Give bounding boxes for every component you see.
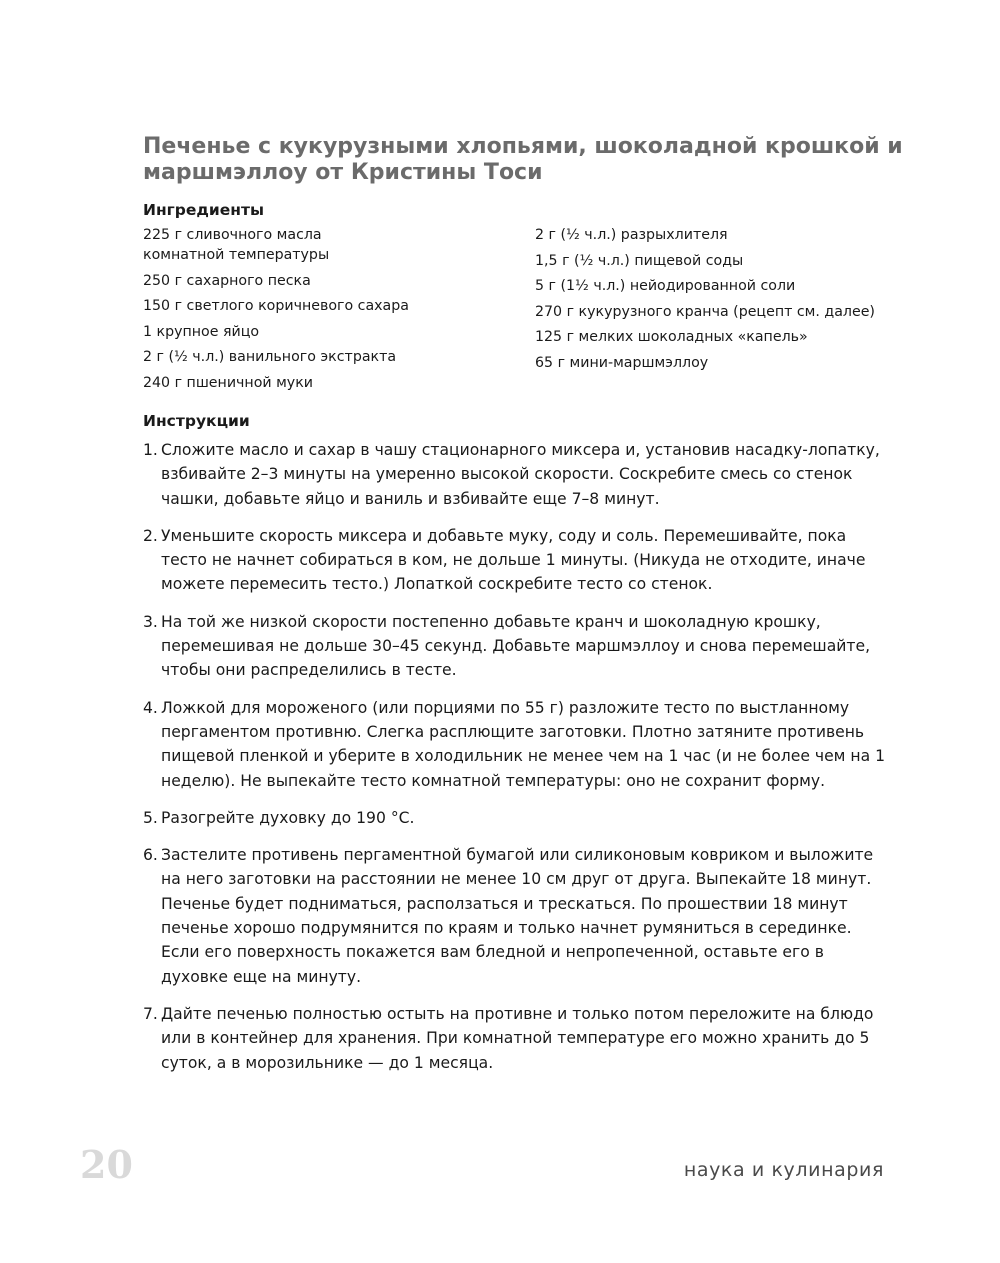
step-text: Разогрейте духовку до 190 °C. bbox=[161, 808, 415, 827]
step-text: Застелите противень пергаментной бумагой или силиконовым ковриком и выложите на него заготовки на расстоянии не менее 10 см друг от друга. Выпекайте 18 минут. Печенье будет подниматься, расползаться и трескаться. По прошествии 18 минут печенье хорошо подрумянится по краям и только начнет румяниться в серединке. Если его поверхность покажется вам бледной и непропеченной, оставьте его в духовке еще на минуту. bbox=[161, 846, 874, 986]
ingredient-item: 240 г пшеничной муки bbox=[143, 374, 313, 391]
ingredient-item: 150 г светлого коричневого сахара bbox=[143, 298, 409, 315]
step-text: На той же низкой скорости постепенно добавьте кранч и шоколадную крошку, перемешивая не дольше 30–45 секунд. Добавьте маршмэллоу и снова перемешайте, чтобы они распределились в тесте. bbox=[161, 612, 871, 680]
page-number: 20 bbox=[80, 1142, 133, 1187]
ingredients-list-left bbox=[143, 225, 483, 399]
ingredient-item: 5 г (1½ ч.л.) нейодированной соли bbox=[535, 278, 796, 295]
ingredient-item: 2 г (½ ч.л.) разрыхлителя bbox=[535, 227, 728, 243]
step-number: 5. bbox=[143, 808, 158, 827]
step-text: Дайте печенью полностью остыть на противне и только потом переложите на блюдо или в контейнер для хранения. При комнатной температуре его можно хранить до 5 суток, а в морозильнике — до 1 месяца. bbox=[161, 1004, 874, 1072]
ingredient-item: 1 крупное яйцо bbox=[143, 323, 260, 340]
step-number: 2. bbox=[143, 526, 158, 545]
instruction-step bbox=[143, 438, 888, 511]
instruction-step bbox=[143, 806, 888, 830]
ingredient-item: 125 г мелких шоколадных «капель» bbox=[535, 329, 808, 346]
step-number: 1. bbox=[143, 441, 158, 459]
recipe-title: Печенье с кукурузными хлопьями, шоколадной крошкой и маршмэллоу от Кристины Тоси bbox=[143, 134, 903, 185]
ingredient-item: 250 г сахарного песка bbox=[143, 272, 311, 289]
instruction-step bbox=[143, 843, 888, 989]
instruction-step bbox=[143, 696, 888, 793]
step-number: 7. bbox=[143, 1004, 158, 1023]
ingredients-list-right bbox=[535, 225, 895, 379]
step-text: Ложкой для мороженого (или порциями по 55 г) разложите тесто по выстланному пергаментом противню. Слегка расплющите заготовки. Плотно затяните противень пищевой пленкой и уберите в холодильник не менее чем на 1 час (и не более чем на 1 неделю). Не выпекайте тесто комнатной температуры: оно не сохранит форму. bbox=[161, 698, 886, 790]
ingredient-item: 225 г сливочного масла комнатной температуры bbox=[143, 227, 330, 263]
ingredient-item: 65 г мини-маршмэллоу bbox=[535, 354, 709, 371]
running-footer-title: наука и кулинария bbox=[683, 1159, 884, 1181]
instruction-step bbox=[143, 524, 888, 597]
instruction-step bbox=[143, 610, 888, 683]
ingredients-heading: Ингредиенты bbox=[143, 201, 264, 219]
step-number: 3. bbox=[143, 612, 158, 631]
step-text: Сложите масло и сахар в чашу стационарного миксера и, установив насадку-лопатку, взбивайте 2–3 минуты на умеренно высокой скорости. Соскребите смесь со стенок чашки, добавьте яйцо и ваниль и взбивайте еще 7–8 минут. bbox=[161, 441, 880, 508]
step-text: Уменьшите скорость миксера и добавьте муку, соду и соль. Перемешивайте, пока тесто не начнет собираться в ком, не дольше 1 минуты. (Никуда не отходите, иначе можете перемесить тесто.) Лопаткой соскребите тесто со стенок. bbox=[161, 526, 866, 594]
ingredient-item: 270 г кукурузного кранча (рецепт см. далее) bbox=[535, 303, 875, 320]
ingredient-item: 1,5 г (½ ч.л.) пищевой соды bbox=[535, 252, 744, 269]
step-number: 4. bbox=[143, 698, 158, 717]
instruction-steps bbox=[143, 438, 888, 1088]
instruction-step bbox=[143, 1002, 888, 1075]
ingredient-item: 2 г (½ ч.л.) ванильного экстракта bbox=[143, 349, 397, 366]
instructions-heading: Инструкции bbox=[143, 412, 250, 430]
step-number: 6. bbox=[143, 846, 158, 865]
